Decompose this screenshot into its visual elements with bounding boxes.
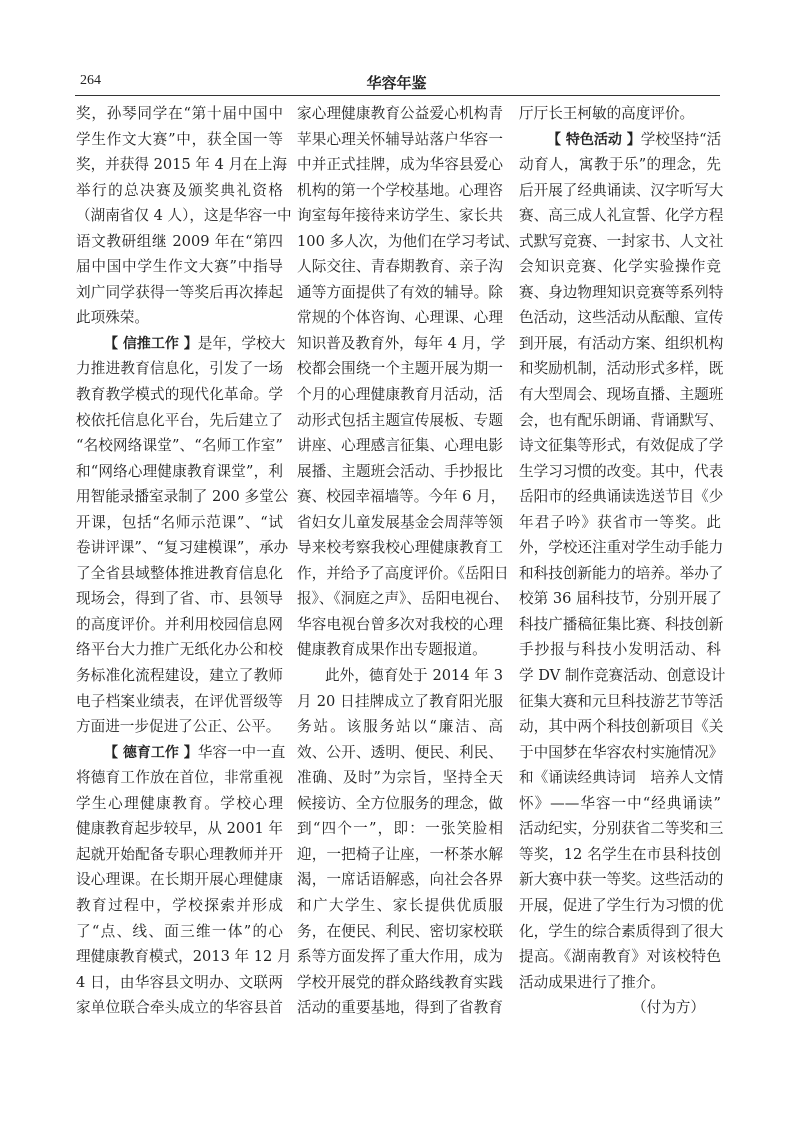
line-text: 年君子吟》获省市一等奖。此	[519, 513, 721, 531]
text-line	[297, 305, 503, 331]
text-line	[297, 280, 503, 306]
text-line	[297, 944, 503, 970]
line-text: 络平台大力推广无纸化办公和校	[76, 641, 283, 659]
text-line	[297, 663, 503, 689]
line-text: 动形式包括主题宣传展板、专题	[297, 411, 503, 429]
text-line	[76, 944, 292, 970]
text-line	[76, 740, 286, 766]
line-text: 等奖，12 名学生在市县科技创	[519, 845, 721, 863]
line-text: 询室每年接待来访学生、家长共	[297, 207, 503, 225]
text-line	[519, 689, 724, 715]
text-line	[76, 127, 283, 153]
text-line	[76, 510, 283, 536]
line-text: 怀》——华容一中“经典诵读”	[519, 794, 721, 812]
line-text: 方面进一步促进了公正、公平。	[76, 718, 281, 736]
text-line	[297, 484, 506, 510]
line-text: 会，也有配乐朗诵、背诵默写、	[519, 411, 724, 429]
text-line	[76, 561, 283, 587]
text-line	[297, 689, 503, 715]
line-text: 务标准化流程建设，建立了教师	[76, 667, 283, 685]
text-line	[297, 178, 503, 204]
line-text: 活动成果进行了推介。	[519, 973, 665, 991]
line-text: 100 多人次，为他们在学习考试、	[297, 232, 520, 250]
text-line	[76, 765, 283, 791]
line-text: 人际交往、青春期教育、亲子沟	[297, 258, 503, 276]
line-text: 生学习习惯的改变。其中，代表	[519, 462, 724, 480]
line-text: 省妇女儿童发展基金会周萍等领	[297, 513, 503, 531]
line-text: 效、公开、透明、便民、利民、	[297, 743, 503, 761]
line-text: 中并正式挂牌，成为华容县爱心	[297, 156, 503, 174]
line-text: 苹果心理关怀辅导站落户华容一	[297, 130, 503, 148]
text-line	[519, 842, 721, 868]
text-line	[297, 765, 503, 791]
line-text: 开展，促进了学生行为习惯的优	[519, 896, 724, 914]
text-line	[76, 382, 283, 408]
line-text: 个月的心理健康教育月活动，活	[297, 386, 503, 404]
text-line	[297, 433, 503, 459]
line-text: 奖，并获得 2015 年 4 月在上海	[76, 156, 287, 174]
line-text: 华容一中一直	[197, 743, 286, 761]
text-line	[297, 535, 503, 561]
text-line	[76, 995, 283, 1021]
line-text: 和奖励机制，活动形式多样，既	[519, 360, 724, 378]
line-text: 校第 36 届科技节，分别开展了	[519, 590, 722, 608]
line-text: 通等方面提供了有效的辅导。除	[297, 283, 503, 301]
line-text: 学 DV 制作竞赛活动、创意设计	[519, 667, 726, 685]
line-text: 卷讲评课”、“复习建模课”，承办	[76, 539, 289, 557]
line-text: 教育过程中，学校探索并形成	[76, 896, 283, 914]
text-line	[519, 101, 721, 127]
text-line	[76, 612, 283, 638]
running-title: 华容年鉴	[366, 74, 427, 92]
line-text: 开课，包括“名师示范课”、“试	[76, 513, 283, 531]
line-text: 系等方面发挥了重大作用，成为	[297, 948, 503, 966]
text-line	[519, 229, 724, 255]
text-line	[76, 101, 283, 127]
line-text: 和《诵读经典诗词 培养人文情	[519, 769, 724, 787]
text-line	[519, 919, 724, 945]
line-text: 到开展，有活动方案、组织机构	[519, 334, 724, 352]
line-text: 的高度评价。并利用校园信息网	[76, 615, 283, 633]
line-text: 健康教育成果作出专题报道。	[297, 641, 487, 659]
text-line	[297, 561, 509, 587]
text-line	[297, 919, 503, 945]
text-line	[519, 970, 721, 996]
line-text: 渴，一席话语解惑，向社会各界	[297, 871, 503, 889]
text-line	[76, 459, 283, 485]
text-line	[76, 433, 283, 459]
text-line	[76, 586, 283, 612]
line-text: 展播、主题班会活动、手抄报比	[297, 462, 503, 480]
text-line	[519, 586, 721, 612]
text-line	[519, 740, 724, 766]
text-line	[76, 842, 283, 868]
text-line	[519, 612, 724, 638]
text-line	[519, 280, 724, 306]
text-line	[519, 561, 724, 587]
line-text: 活动的重要基地，得到了省教育	[297, 999, 503, 1017]
line-text: 导来校考察我校心理健康教育工	[297, 539, 503, 557]
text-line	[76, 663, 283, 689]
line-text: 诗文征集等形式，有效促成了学	[519, 437, 724, 455]
line-text: 和“网络心理健康教育课堂”，利	[76, 462, 283, 480]
line-text: 和广大学生、家长提供优质服	[297, 896, 503, 914]
text-line	[519, 203, 724, 229]
text-line	[297, 254, 503, 280]
line-text: 会知识竞赛、化学实验操作竞	[519, 258, 721, 276]
section-heading: 【 德育工作 】	[104, 744, 198, 761]
line-text: 电子档案业绩表，在评优晋级等	[76, 692, 283, 710]
line-text: 务，在便民、利民、密切家校联	[297, 922, 503, 940]
text-line	[76, 970, 283, 996]
line-text: 岳阳市的经典诵读选送节目《少	[519, 488, 724, 506]
text-line	[519, 331, 724, 357]
text-line	[519, 893, 724, 919]
text-line	[297, 586, 509, 612]
line-text: 征集大赛和元旦科技游艺节等活	[519, 692, 724, 710]
line-text: 后开展了经典诵读、汉字听写大	[519, 181, 724, 199]
text-line	[76, 535, 289, 561]
line-text: 有大型周会、现场直播、主题班	[519, 386, 724, 404]
text-line	[76, 816, 283, 842]
line-text: 于中国梦在华容农村实施情况》	[519, 743, 724, 761]
text-line	[297, 995, 503, 1021]
line-text: 科技广播稿征集比赛、科技创新	[519, 615, 724, 633]
text-line	[297, 152, 503, 178]
line-text: 刘广同学获得一等奖后再次捧起	[76, 283, 283, 301]
section-heading: 【 特色活动 】	[547, 131, 641, 148]
line-text: 新大赛中获一等奖。这些活动的	[519, 871, 724, 889]
line-text: 准确、及时”为宗旨，坚持全天	[297, 769, 503, 787]
line-text: 家单位联合牵头成立的华容县首	[76, 999, 283, 1017]
text-line	[76, 254, 283, 280]
text-line	[297, 893, 503, 919]
text-line	[519, 408, 724, 434]
text-line	[76, 305, 283, 331]
text-line	[76, 331, 286, 357]
text-line	[519, 535, 724, 561]
text-line	[76, 791, 283, 817]
line-text: 知识普及教育外，每年 4 月，学	[297, 334, 506, 352]
text-line	[297, 612, 503, 638]
line-text: 语文教研组继 2009 年在“第四	[76, 232, 283, 250]
text-line	[297, 101, 503, 127]
line-text: 务站。该服务站以“廉洁、高	[297, 718, 503, 736]
line-text: 将德育工作放在首位，非常重视	[76, 769, 283, 787]
text-column-3	[519, 101, 726, 1021]
text-line	[519, 356, 724, 382]
text-line	[519, 254, 721, 280]
text-line	[297, 510, 503, 536]
line-text: 起就开始配备专职心理教师并开	[76, 845, 283, 863]
text-line	[297, 203, 503, 229]
text-line	[519, 484, 724, 510]
text-line	[76, 152, 287, 178]
text-line	[76, 867, 283, 893]
text-line	[519, 714, 724, 740]
line-text: 4 日，由华容县文明办、文联两	[76, 973, 283, 991]
text-line	[519, 152, 721, 178]
line-text: （湖南省仅 4 人），这是华容一中	[76, 207, 292, 225]
line-text: 华容电视台曾多次对我校的心理	[297, 615, 503, 633]
text-line	[519, 178, 724, 204]
line-text: 设心理课。在长期开展心理健康	[76, 871, 283, 889]
line-text: 手抄报与科技小发明活动、科	[519, 641, 721, 659]
line-text: 家心理健康教育公益爱心机构青	[297, 105, 503, 122]
line-text: 迎，一把椅子让座，一杯茶水解	[297, 845, 503, 863]
line-text: 届中国中学生作文大赛”中指导	[76, 258, 283, 276]
text-column-2	[297, 101, 520, 1021]
line-text: 讲座、心理感言征集、心理电影	[297, 437, 503, 455]
text-line	[297, 740, 503, 766]
line-text: 赛、高三成人礼宣誓、化学方程	[519, 207, 724, 225]
line-text: 动育人，寓教于乐”的理念，先	[519, 156, 721, 174]
text-line	[76, 280, 283, 306]
author-signature	[519, 995, 721, 1021]
text-line	[297, 331, 506, 357]
line-text: 赛、校园幸福墙等。今年 6 月，	[297, 488, 506, 506]
section-heading: 【 信推工作 】	[104, 335, 198, 352]
text-line	[519, 459, 724, 485]
text-line	[297, 459, 503, 485]
line-text: 学生作文大赛”中，获全国一等	[76, 130, 283, 148]
text-line	[297, 842, 503, 868]
text-line	[297, 791, 503, 817]
text-line	[519, 791, 721, 817]
line-text: 校都会围绕一个主题开展为期一	[297, 360, 503, 378]
header-rule	[75, 95, 720, 96]
line-text: 外，学校还注重对学生动手能力	[519, 539, 724, 557]
line-text: 报》、《洞庭之声》、岳阳电视台、	[297, 590, 509, 608]
text-line	[297, 229, 520, 255]
line-text: 学校坚持“活	[640, 130, 722, 148]
text-line	[519, 663, 726, 689]
line-text: 了全省县域整体推进教育信息化	[76, 564, 283, 582]
text-line	[76, 178, 283, 204]
line-text: 化，学生的综合素质得到了很大	[519, 922, 724, 940]
line-text: 奖，孙琴同学在“第十届中国中	[76, 105, 283, 122]
text-line	[76, 637, 283, 663]
line-text: 现场会，得到了省、市、县领导	[76, 590, 283, 608]
text-line	[519, 305, 724, 331]
text-line	[519, 765, 724, 791]
text-line	[76, 919, 283, 945]
text-column-1	[76, 101, 292, 1021]
line-text: 校依托信息化平台，先后建立了	[76, 411, 283, 429]
text-line	[297, 382, 503, 408]
line-text: 学生心理健康教育。学校心理	[76, 794, 283, 812]
text-line	[519, 637, 721, 663]
text-line	[297, 816, 503, 842]
text-line	[76, 484, 289, 510]
line-text: 此项殊荣。	[76, 309, 149, 327]
text-line	[297, 356, 503, 382]
line-text: 式默写竞赛、一封家书、人文社	[519, 232, 724, 250]
line-text: 作，并给予了高度评价。《岳阳日	[297, 564, 509, 582]
line-text: 活动纪实，分别获省二等奖和三	[519, 820, 724, 838]
line-text: 用智能录播室录制了 200 多堂公	[76, 488, 289, 506]
line-text: 提高。《湖南教育》对该校特色	[519, 948, 721, 966]
text-line	[76, 893, 283, 919]
line-text: 了“点、线、面三维一体”的心	[76, 922, 283, 940]
text-line	[297, 127, 503, 153]
text-line	[519, 816, 724, 842]
line-text: 此外，德育处于 2014 年 3	[325, 667, 503, 685]
text-line	[519, 510, 721, 536]
line-text: 教育教学模式的现代化革命。学	[76, 386, 283, 404]
text-line	[297, 637, 503, 663]
line-text: 学校开展党的群众路线教育实践	[297, 973, 503, 991]
line-text: 色活动，这些活动从酝酿、宣传	[519, 309, 724, 327]
text-line	[519, 382, 724, 408]
text-line	[76, 408, 283, 434]
text-line	[519, 127, 721, 153]
line-text: 动，其中两个科技创新项目《关	[519, 718, 724, 736]
text-line	[76, 229, 283, 255]
text-line	[519, 433, 724, 459]
line-text: 理健康教育模式，2013 年 12 月	[76, 948, 292, 966]
page-number: 264	[80, 73, 101, 88]
line-text: 机构的第一个学校基地。心理咨	[297, 181, 503, 199]
line-text: 厅厅长王柯敏的高度评价。	[519, 105, 695, 122]
line-text: 和科技创新能力的培养。举办了	[519, 564, 724, 582]
text-line	[297, 408, 503, 434]
text-line	[519, 944, 721, 970]
line-text: 候接访、全方位服务的理念，做	[297, 794, 503, 812]
line-text: 到“四个一”，即：一张笑脸相	[297, 820, 503, 838]
line-text: 是年，学校大	[197, 334, 286, 352]
text-line	[297, 867, 503, 893]
line-text: 常规的个体咨询、心理课、心理	[297, 309, 503, 327]
text-line	[76, 203, 292, 229]
text-line	[76, 689, 283, 715]
line-text: 月 20 日挂牌成立了教育阳光服	[297, 692, 503, 710]
text-line	[297, 714, 503, 740]
line-text: 力推进教育信息化，引发了一场	[76, 360, 283, 378]
text-line	[519, 867, 724, 893]
text-line	[297, 970, 503, 996]
line-text: 举行的总决赛及颁奖典礼资格	[76, 181, 283, 199]
line-text: “名校网络课堂”、“名师工作室”	[76, 437, 283, 455]
line-text: （付为方）	[632, 999, 705, 1017]
line-text: 赛、身边物理知识竞赛等系列特	[519, 283, 724, 301]
line-text: 健康教育起步较早，从 2001 年	[76, 820, 283, 838]
text-line	[76, 714, 283, 740]
text-line	[76, 356, 283, 382]
